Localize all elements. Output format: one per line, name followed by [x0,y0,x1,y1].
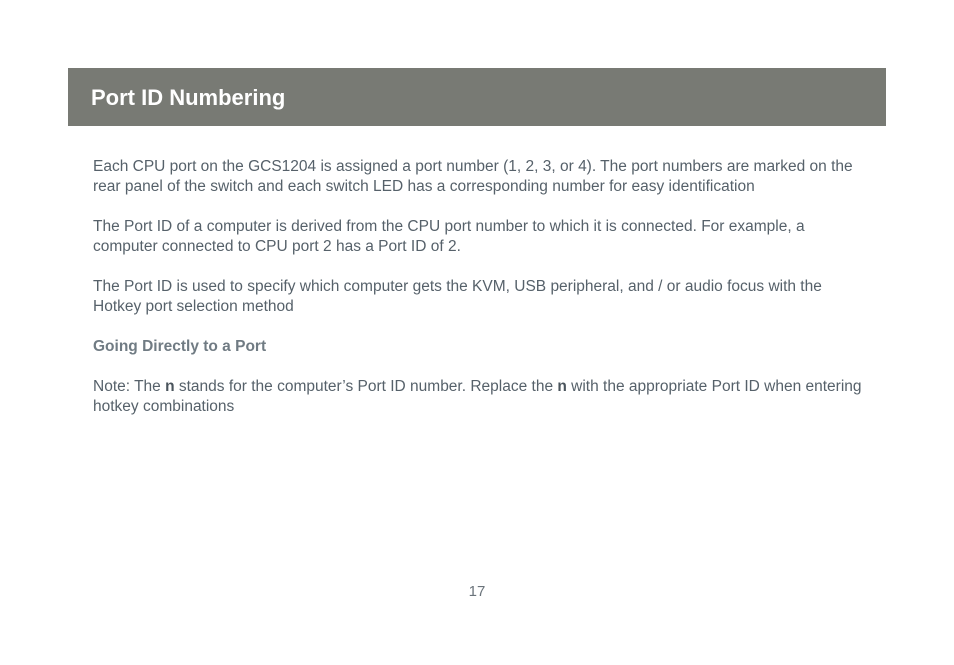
page-number: 17 [468,583,486,600]
note-bold-n-2: n [557,378,567,395]
page-title: Port ID Numbering [91,85,286,110]
note-text-1: Note: The [93,378,166,395]
note-text-2: stands for the computer’s Port ID number. Replace the [174,378,558,395]
section-subheading: Going Directly to a Port [93,338,267,355]
paragraph-port-id-usage: The Port ID is used to specify which computer gets the KVM, USB peripheral, and / or audio focus with the Hotkey port selection method [93,278,822,315]
note-bold-n-1: n [165,378,175,395]
paragraph-port-id-derivation: The Port ID of a computer is derived from the CPU port number to which it is connected. For example, a computer connected to CPU port 2 has a Port ID of 2. [93,218,805,255]
paragraph-port-numbers: Each CPU port on the GCS1204 is assigned a port number (1, 2, 3, or 4). The port numbers are marked on the rear panel of the switch and each switch LED has a corresponding number for easy identification [93,158,853,195]
note-text-3: with the appropriate Port ID when entering hotkey combinations [93,378,862,415]
note-paragraph [93,377,863,417]
title-bar [68,68,886,126]
content-body [93,157,863,437]
